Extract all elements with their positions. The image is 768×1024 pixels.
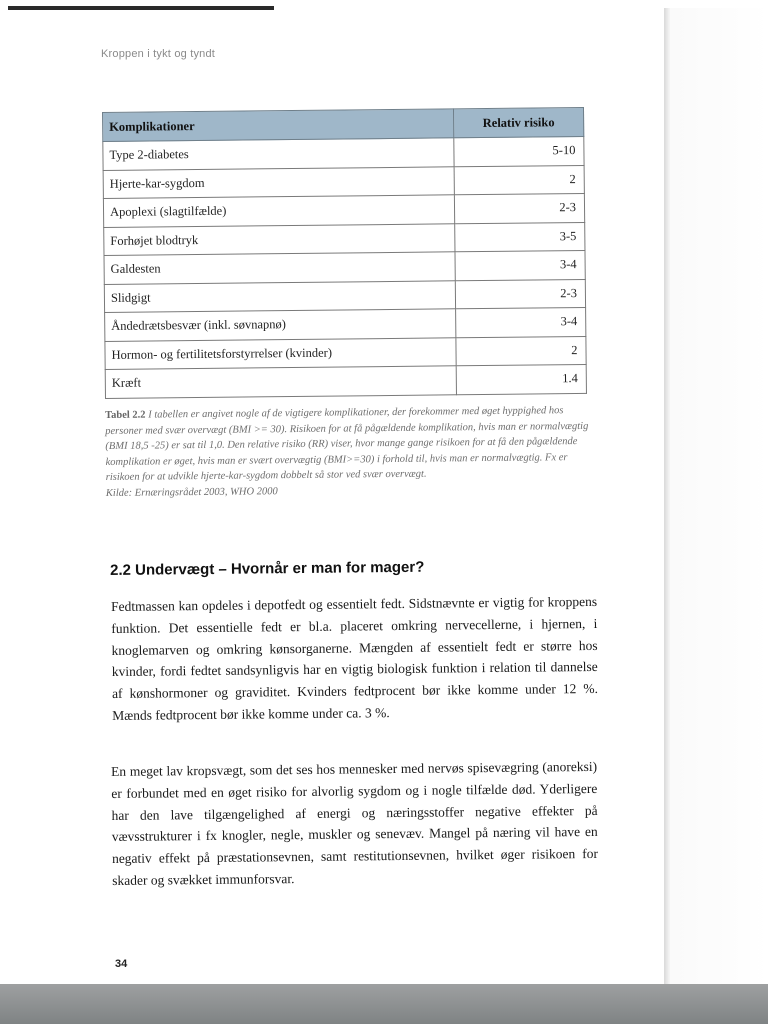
complications-table	[102, 107, 587, 399]
scan-right-margin	[670, 8, 768, 984]
table-row	[105, 364, 586, 398]
running-header: Kroppen i tykt og tyndt	[101, 48, 216, 60]
scanner-bottom-band	[0, 984, 768, 1024]
caption-source: Kilde: Ernæringsrådet 2003, WHO 2000	[105, 485, 278, 499]
risk-cell: 2	[456, 336, 586, 366]
scan-edge-bar	[8, 6, 274, 10]
header-relative-risk: Relativ risiko	[453, 107, 583, 137]
risk-cell: 3-4	[456, 307, 586, 337]
section-heading: 2.2 Undervægt – Hvornår er man for mager?	[110, 558, 425, 579]
complication-cell: Åndedrætsbesvær (inkl. søvnapnø)	[105, 309, 456, 341]
complication-cell: Hormon- og fertilitetsforstyrrelser (kvinder)	[105, 337, 456, 369]
risk-cell: 3-4	[455, 250, 585, 280]
complication-cell: Galdesten	[104, 252, 455, 284]
header-complications: Komplikationer	[103, 109, 454, 142]
risk-cell: 3-5	[455, 222, 585, 252]
risk-cell: 2	[454, 165, 584, 195]
complication-cell: Apoplexi (slagtilfælde)	[103, 195, 454, 227]
complication-cell: Type 2-diabetes	[103, 138, 454, 170]
page-number: 34	[115, 958, 128, 970]
table-caption	[105, 403, 590, 501]
complication-cell: Kræft	[105, 366, 456, 398]
caption-text: I tabellen er angivet nogle af de vigtigere komplikationer, der forekommer med øget hyppighed hos personer med svær overvægt (BMI >= 30). Risikoen for at få pågældende komplikation, hvis man er normalvægtig (BMI 18,5 -25) er sat til 1,0. Den relative risiko (RR) viser, hvor mange gange risikoen for at få den pågældende komplikation er øget, hvis man er svært overvægtig (BMI>=30) i forhold til, hvis man er normalvægtig. Fx er risikoen for at udvikle hjerte-kar-sygdom dobbelt så stor ved svær overvægt.	[105, 405, 589, 483]
complication-cell: Slidgigt	[104, 280, 455, 312]
complication-cell: Forhøjet blodtryk	[104, 223, 455, 255]
risk-cell: 5-10	[454, 136, 584, 166]
risk-cell: 2-3	[455, 279, 585, 309]
risk-table	[102, 107, 587, 399]
caption-label: Tabel 2.2	[105, 409, 146, 421]
body-paragraph: Fedtmassen kan opdeles i depotfedt og essentielt fedt. Sidstnævnte er vigtig for kroppens funktion. Det essentielle fedt er bl.a. placeret omkring nervecellerne, i hjernen, i knoglemarven og omkring kønsorganerne. Mængden af essentielt fedt er større hos kvinder, fordi fedtet sandsynligvis har en vigtig biologisk funktion i relation til dannelse af kønshormoner og graviditet. Kvinders fedtprocent bør ikke komme under 12 %. Mænds fedtprocent bør ikke komme under ca. 3 %.	[111, 593, 599, 723]
complication-cell: Hjerte-kar-sygdom	[103, 166, 454, 198]
body-paragraph: En meget lav kropsvægt, som det ses hos mennesker med nervøs spisevægring (anoreksi) er forbundet med en øget risiko for alvorlig sygdom og i nogle tilfælde død. Yderligere har den lave tilgængelighed af energi og næringsstoffer negative effekter på vævsstrukturer i fx knogler, negle, muskler og senevæv. Mangel på næring vil have en negativ effekt på præstationsevnen, samt restitutionsevnen, hvilket øger risikoen for skader og svækket immunforsvar.	[111, 758, 599, 888]
risk-cell: 1.4	[456, 364, 586, 394]
risk-cell: 2-3	[454, 193, 584, 223]
